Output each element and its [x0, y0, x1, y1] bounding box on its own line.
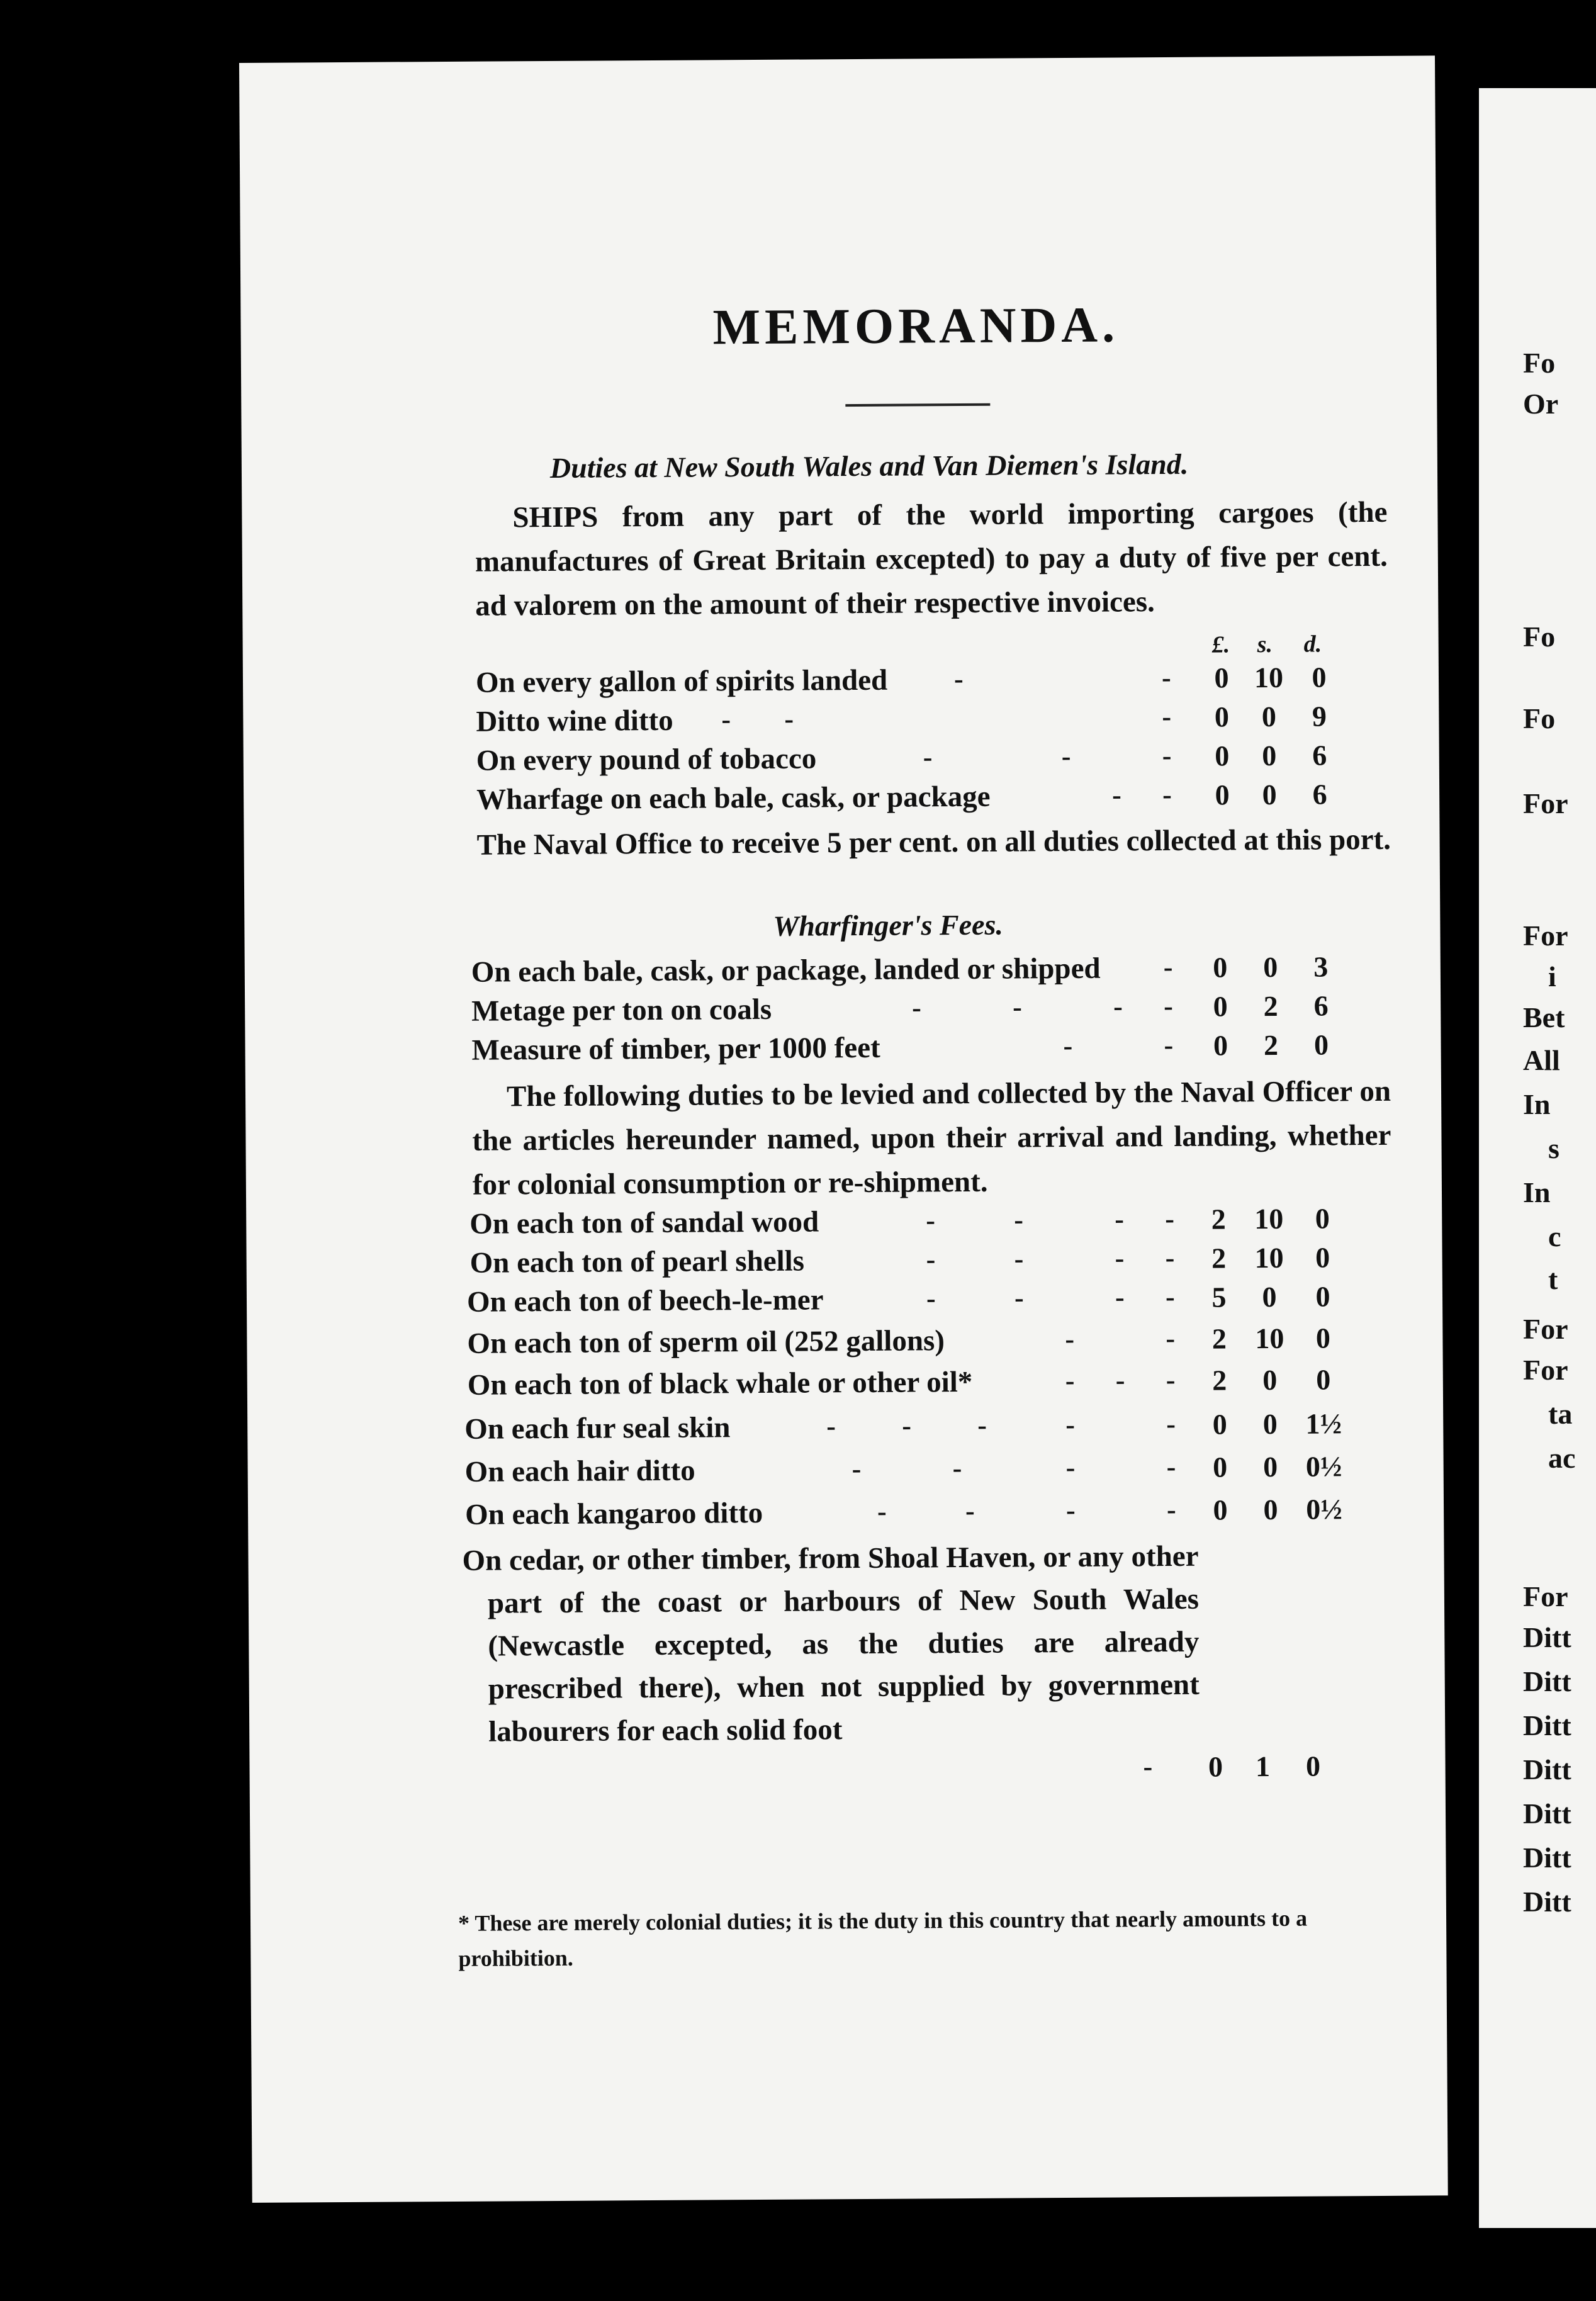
- facing-line: Or: [1523, 388, 1559, 420]
- cedar-values-row: - 0 1 0: [249, 1748, 1445, 1796]
- val-l: 0: [1214, 661, 1229, 694]
- facing-line: For: [1523, 787, 1568, 819]
- row-label: On each kangaroo ditto: [464, 1496, 763, 1531]
- val-l: 0: [1213, 1029, 1228, 1062]
- row-label: On every gallon of spirits landed: [475, 663, 888, 699]
- val-l: 0: [1214, 700, 1230, 733]
- naval-row: On each kangaroo ditto - - - - 0 0 0½: [464, 1493, 1342, 1531]
- val-l: 5: [1211, 1281, 1227, 1314]
- facing-line: For: [1523, 1313, 1568, 1345]
- val-l: 0: [1213, 1451, 1228, 1483]
- header-pence: d.: [1303, 631, 1322, 658]
- val-s: 0: [1262, 1407, 1278, 1441]
- val-s: 10: [1254, 1241, 1284, 1274]
- facing-line: All: [1523, 1044, 1560, 1076]
- row-label: Ditto wine ditto: [476, 704, 673, 738]
- row-label: Wharfage on each bale, cask, or package: [476, 780, 991, 816]
- facing-line: Fo: [1523, 347, 1556, 379]
- naval-row: On each ton of sandal wood - - - - 2 10 0: [246, 1201, 1442, 1249]
- val-d: 6: [1312, 778, 1327, 811]
- row-label: On each hair ditto: [464, 1454, 695, 1488]
- duty-row: Ditto wine ditto - - - 0 0 9: [243, 699, 1439, 746]
- val-s: 0: [1262, 1363, 1278, 1397]
- val-l: 0: [1212, 1408, 1227, 1441]
- val-l: 0: [1213, 1494, 1228, 1526]
- naval-row: On each hair ditto - - - - 0 0 0½: [464, 1450, 1342, 1488]
- cedar-paragraph: On cedar, or other timber, from Shoal Haven, or any other part of the coast or harbours of New South Wales (Newcastle excepted, as the duties are already prescribed there), when not supplied by government labourers for each solid foot: [462, 1539, 1200, 1748]
- duty-row: On every pound of tobacco - - - 0 0 6: [244, 738, 1439, 785]
- val-d: 0: [1312, 661, 1327, 694]
- val-d: 0: [1316, 1363, 1331, 1396]
- val-s: 2: [1263, 989, 1278, 1023]
- facing-line: Ditt: [1523, 1797, 1571, 1830]
- row-label: Metage per ton on coals: [471, 993, 772, 1028]
- title-rule: [845, 403, 990, 407]
- facing-line: For: [1523, 1354, 1568, 1386]
- facing-line: For: [1523, 920, 1568, 952]
- naval-row: On each ton of beech-le-mer - - - - 5 0 0: [247, 1279, 1442, 1327]
- val-l: 0: [1215, 779, 1230, 811]
- val-s: 2: [1263, 1028, 1279, 1062]
- val-s: 0: [1262, 1280, 1277, 1314]
- row-label: On each fur seal skin: [464, 1411, 731, 1446]
- intro-paragraph: SHIPS from any part of the world importing cargoes (the manufactures of Great Britain excepted) to pay a duty of five per cent. ad valorem on the amount of their respective invoices.: [475, 495, 1388, 622]
- facing-line: ta: [1548, 1398, 1573, 1430]
- facing-page-edge: [1479, 88, 1596, 2228]
- facing-line: Ditt: [1523, 1621, 1571, 1653]
- val-d: 0: [1315, 1241, 1330, 1274]
- val-s: 0: [1263, 1493, 1278, 1526]
- val-d: 0½: [1306, 1493, 1342, 1526]
- val-s: 10: [1254, 1202, 1284, 1235]
- row-label: On every pound of tobacco: [476, 742, 817, 777]
- naval-row: On each ton of pearl shells - - - - 2 10 0: [246, 1240, 1442, 1288]
- naval-row: On each ton of black whale or other oil* - - - 2 0 0: [247, 1362, 1443, 1410]
- duties-heading: Duties at New South Wales and Van Diemen's Island.: [549, 447, 1189, 484]
- footnote: * These are merely colonial duties; it is the duty in this country that nearly amounts to a prohibition.: [458, 1905, 1308, 1971]
- facing-line: t: [1548, 1263, 1558, 1295]
- val-d: 0: [1315, 1202, 1330, 1235]
- facing-line: i: [1548, 960, 1556, 993]
- row-label: On each ton of sperm oil (252 gallons): [467, 1324, 945, 1360]
- val-s: 0: [1261, 700, 1277, 733]
- facing-line: Ditt: [1523, 1665, 1571, 1697]
- val-d: 0½: [1305, 1450, 1342, 1483]
- val-l: 0: [1213, 990, 1228, 1023]
- duty-row: Wharfage on each bale, cask, or package - - 0 0 6: [244, 777, 1439, 824]
- val-d: 9: [1312, 700, 1327, 733]
- val-d: 0: [1313, 1028, 1329, 1061]
- val-s: 10: [1254, 661, 1284, 694]
- facing-line: For: [1523, 1580, 1568, 1612]
- header-shillings: s.: [1257, 631, 1273, 658]
- header-pounds: £.: [1211, 631, 1230, 658]
- facing-line: ac: [1548, 1442, 1576, 1474]
- facing-line: Fo: [1523, 702, 1556, 734]
- row-label: On each bale, cask, or package, landed or shipped: [471, 952, 1101, 989]
- naval-row: On each fur seal skin - - - - - 0 0 1½: [464, 1407, 1342, 1446]
- naval-intro-paragraph: The following duties to be levied and collected by the Naval Officer on the articles hereunder named, upon their arrival and landing, whether for colonial consumption or re-shipment.: [472, 1074, 1391, 1201]
- fee-row: On each bale, cask, or package, landed or shipped - 0 0 3: [245, 949, 1441, 997]
- val-l: 2: [1211, 1242, 1227, 1274]
- book-page: [239, 55, 1448, 2203]
- bleed-through-text: [385, 188, 1329, 194]
- fee-row: Metage per ton on coals - - - - 0 2 6: [245, 988, 1441, 1036]
- val-d: 1½: [1305, 1407, 1342, 1440]
- val-s: 1: [1255, 1750, 1271, 1783]
- val-s: 0: [1263, 950, 1278, 984]
- facing-line: Ditt: [1523, 1709, 1571, 1741]
- facing-line: c: [1548, 1220, 1561, 1252]
- val-s: 0: [1263, 1450, 1278, 1483]
- page-title: MEMORANDA.: [712, 297, 1120, 356]
- val-l: 0: [1215, 740, 1230, 772]
- fee-row: Measure of timber, per 1000 feet - - 0 2 0: [245, 1027, 1441, 1075]
- val-d: 6: [1312, 739, 1327, 772]
- val-l: 2: [1212, 1364, 1227, 1397]
- wharfinger-heading: Wharfinger's Fees.: [773, 908, 1004, 942]
- naval-office-note: The Naval Office to receive 5 per cent. on all duties collected at this port.: [476, 823, 1391, 862]
- facing-line: Ditt: [1523, 1842, 1571, 1874]
- facing-line: Bet: [1523, 1001, 1565, 1033]
- naval-row: On each ton of sperm oil (252 gallons) - - 2 10 0: [247, 1320, 1442, 1368]
- facing-line: Fo: [1523, 621, 1556, 653]
- row-label: On each ton of sandal wood: [469, 1205, 819, 1241]
- val-d: 0: [1315, 1322, 1331, 1354]
- facing-line: In: [1523, 1176, 1551, 1208]
- facing-line: Ditt: [1523, 1886, 1571, 1918]
- row-label: On each ton of pearl shells: [469, 1244, 805, 1280]
- row-label: Measure of timber, per 1000 feet: [471, 1031, 880, 1067]
- val-l: 0: [1208, 1750, 1223, 1783]
- val-d: 3: [1313, 950, 1329, 983]
- val-s: 10: [1255, 1322, 1284, 1355]
- val-s: 0: [1262, 778, 1277, 811]
- row-label: On each ton of beech-le-mer: [466, 1283, 824, 1319]
- val-l: 2: [1211, 1203, 1226, 1235]
- val-d: 0: [1305, 1750, 1321, 1782]
- val-d: 0: [1315, 1280, 1330, 1313]
- facing-line: Ditt: [1523, 1753, 1571, 1786]
- duty-row: On every gallon of spirits landed - - 0 10 0: [243, 660, 1439, 707]
- val-d: 6: [1313, 989, 1329, 1022]
- row-label: On each ton of black whale or other oil*: [467, 1365, 973, 1402]
- val-l: 2: [1211, 1322, 1227, 1355]
- val-l: 0: [1213, 951, 1228, 984]
- facing-line: In: [1523, 1088, 1551, 1120]
- facing-line: s: [1548, 1132, 1559, 1164]
- val-s: 0: [1262, 739, 1277, 772]
